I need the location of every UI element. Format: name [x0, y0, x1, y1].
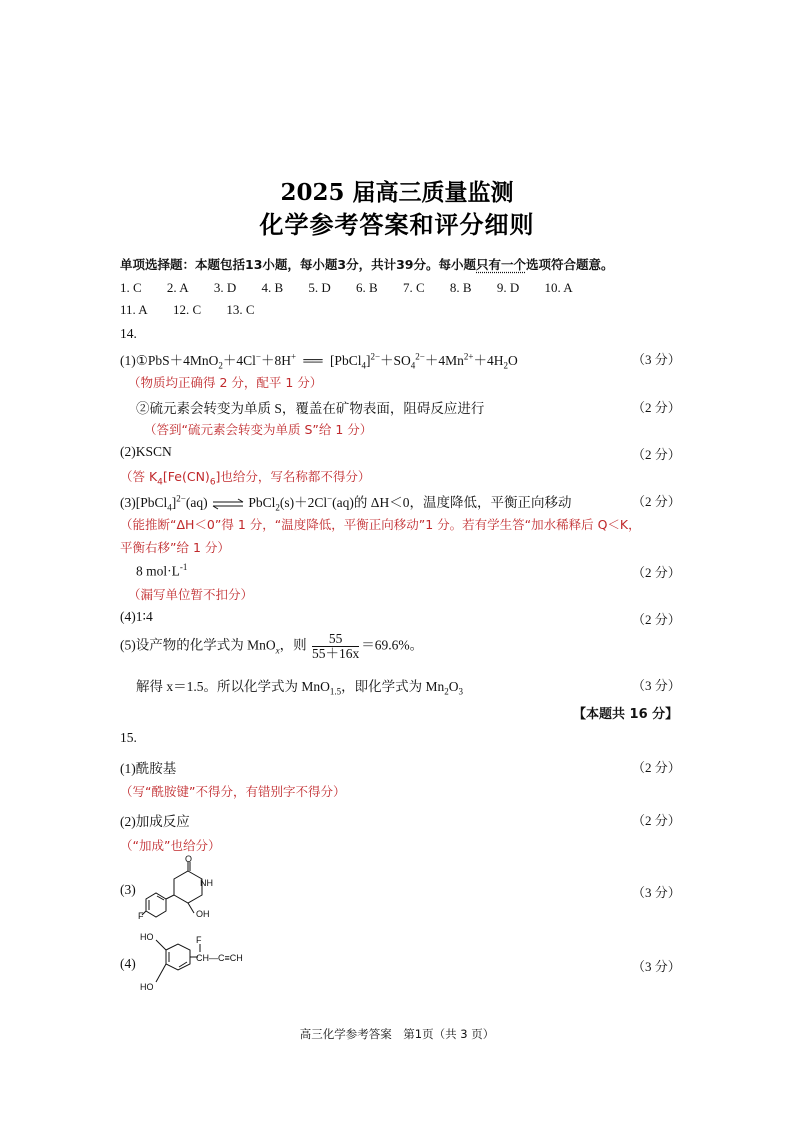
- q14-part1b: ②硫元素会转变为单质 S，覆盖在矿物表面，阻碍反应进行: [136, 401, 485, 416]
- atom-label: HO: [140, 932, 154, 942]
- atom-label: O: [185, 854, 193, 864]
- q14-part5: (5)设产物的化学式为 MnO$_x$，则 $\frac{55}{55+16x}$ ＝69.6%。: [120, 631, 424, 661]
- answer-item: 6. B: [356, 280, 378, 295]
- q14-part3-equilibrium: (3)[PbCl$_4$]$^{2-}$(aq) PbCl$_2$(s)＋2Cl−(aq)的 ΔH＜0，温度降低，平衡正向移动: [120, 493, 572, 513]
- answer-item: 5. D: [308, 280, 331, 295]
- grading-note: （能推断“ΔH＜0”得 1 分，“温度降低，平衡正向移动”1 分。若有学生答“加水稀释后 Q＜K，: [120, 517, 641, 532]
- score-label: （2 分）: [632, 612, 681, 627]
- section-heading: 单项选择题：本题包括13小题，每小题3分，共计39分。每小题只有一个选项符合题意。: [120, 257, 614, 272]
- atom-label: HO: [140, 982, 154, 992]
- page-footer: 高三化学参考答案 第1页（共 3 页）: [299, 1027, 495, 1041]
- score-label: （3 分）: [632, 352, 681, 367]
- answer-item: 13. C: [226, 302, 255, 317]
- fraction: $\frac{55}{55+16x}$: [312, 631, 360, 661]
- score-label: （2 分）: [632, 494, 681, 509]
- score-label: （2 分）: [632, 813, 681, 828]
- grading-note: （答到“硫元素会转变为单质 S”给 1 分）: [144, 422, 373, 437]
- score-label: （3 分）: [632, 678, 681, 693]
- score-label: （3 分）: [632, 959, 681, 974]
- equals-sign: ══: [303, 353, 323, 368]
- q14-part4: (4)1∶4: [120, 609, 153, 624]
- score-label: （2 分）: [632, 565, 681, 580]
- q15-part2: (2)加成反应: [120, 814, 190, 829]
- answer-item: 10. A: [544, 280, 573, 295]
- answer-item: 12. C: [172, 302, 202, 317]
- grading-note: （“加成”也给分）: [120, 838, 221, 853]
- answer-row-2: [120, 302, 277, 318]
- atom-label: F: [138, 911, 144, 921]
- grading-note: 平衡右移”给 1 分）: [120, 540, 230, 555]
- structure-q15-4: [138, 928, 268, 996]
- grading-note: （写“酰胺键”不得分，有错别字不得分）: [120, 784, 346, 799]
- q14-part2: (2)KSCN: [120, 444, 172, 459]
- score-label: （3 分）: [632, 885, 681, 900]
- q15-part3: (3): [120, 882, 136, 897]
- answer-row-1: [120, 280, 573, 296]
- answer-item: 3. D: [213, 280, 237, 295]
- grading-note: （物质均正确得 2 分，配平 1 分）: [128, 375, 323, 390]
- grading-note: （答 $K_4[Fe(CN)_6]$也给分，写名称都不得分）: [120, 469, 371, 488]
- score-label: （2 分）: [632, 760, 681, 775]
- answer-item: 1. C: [120, 280, 142, 295]
- answer-item: 9. D: [496, 280, 520, 295]
- q15-part4: (4): [120, 956, 136, 971]
- document-title: 2025 届高三质量监测: [280, 179, 514, 206]
- q15-part1: (1)酰胺基: [120, 761, 177, 776]
- question-total: 【本题共 16 分】: [573, 707, 679, 722]
- question-14-number: 14.: [120, 326, 137, 341]
- atom-label: CH—C≡CH: [196, 953, 243, 963]
- atom-label: F: [196, 935, 202, 945]
- q14-part5-solution: 解得 x＝1.5。所以化学式为 MnO$_{1.5}$，即化学式为 $Mn_2O_3$: [136, 679, 464, 697]
- answer-item: 11. A: [120, 302, 148, 317]
- atom-label: NH: [200, 878, 213, 888]
- answer-item: 4. B: [261, 280, 284, 295]
- score-label: （2 分）: [632, 400, 681, 415]
- score-label: （2 分）: [632, 447, 681, 462]
- atom-label: OH: [196, 909, 210, 919]
- document-subtitle: 化学参考答案和评分细则: [259, 210, 535, 239]
- grading-note: （漏写单位暂不扣分）: [128, 587, 254, 602]
- answer-item: 7. C: [402, 280, 425, 295]
- equilibrium-arrow-icon: [211, 498, 245, 510]
- q14-part1-equation: (1)①PbS＋4MnO$_2$＋4Cl−＋8H+ ══ $[PbCl_4]^{2-}+SO_4^{2-}+4Mn^{2+}+4H_2O$: [120, 351, 518, 371]
- question-15-number: 15.: [120, 730, 137, 745]
- answer-item: 2. A: [166, 280, 189, 295]
- structure-q15-3: [140, 855, 230, 925]
- answer-item: 8. B: [449, 280, 472, 295]
- q14-part3-concentration: 8 $mol\cdot L^{-1}$: [136, 562, 188, 579]
